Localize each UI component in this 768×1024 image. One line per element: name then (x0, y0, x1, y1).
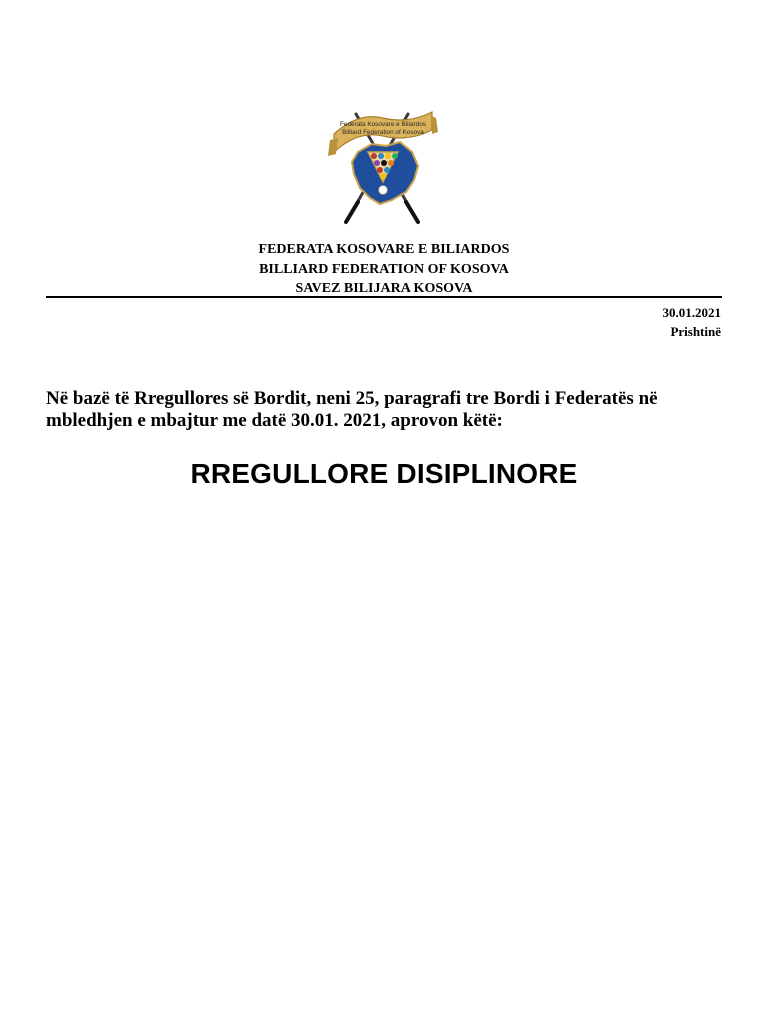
logo-banner-line2: Billiard Federation of Kosova (342, 129, 424, 136)
document-place: Prishtinë (670, 324, 721, 339)
document-title: RREGULLORE DISIPLINORE (190, 458, 578, 489)
document-date: 30.01.2021 (662, 305, 721, 320)
logo-banner-line1: Federata Kosovare e Biliardos (340, 121, 426, 128)
federation-logo (328, 104, 438, 228)
org-name-albanian: FEDERATA KOSOVARE E BILIARDOS (258, 242, 510, 257)
date-place-block (663, 303, 722, 341)
billiard-emblem-icon (328, 104, 438, 228)
header-divider (46, 296, 722, 298)
organization-names (0, 240, 768, 299)
org-name-serbian: SAVEZ BILIJARA KOSOVA (295, 281, 473, 296)
intro-paragraph: Në bazë të Rregullores së Bordit, neni 25, paragrafi tre Bordi i Federatës në mbledhjen e mbajtur me datë 30.01. 2021, aprovon këtë: (46, 388, 658, 431)
org-name-english: BILLIARD FEDERATION OF KOSOVA (259, 261, 509, 277)
